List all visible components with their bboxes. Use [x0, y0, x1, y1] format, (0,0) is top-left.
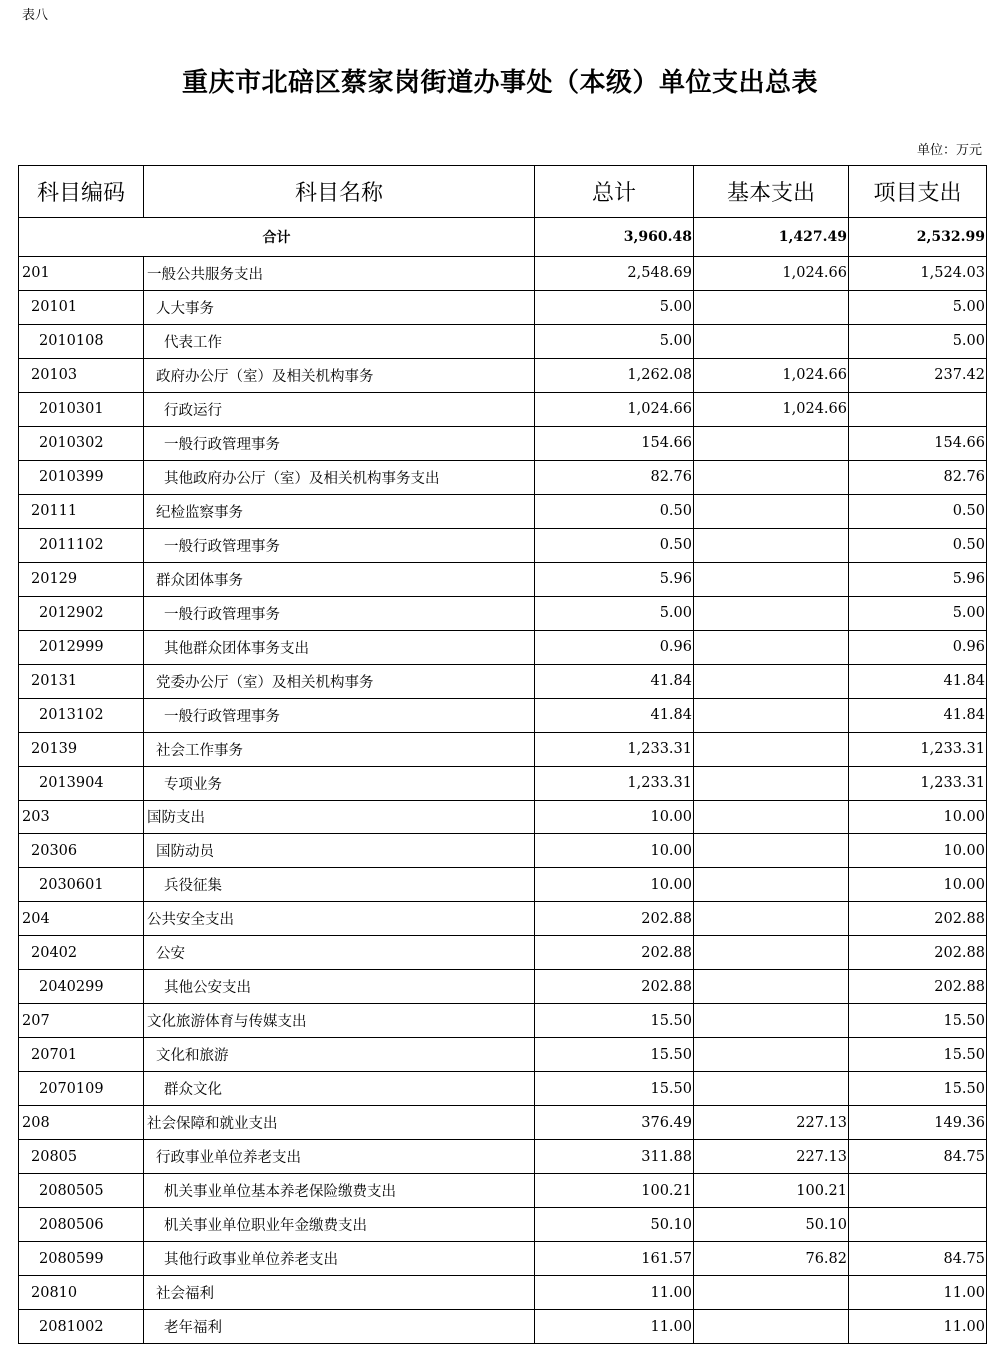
- row-name: 公共安全支出: [144, 902, 535, 936]
- row-total: 41.84: [535, 664, 694, 698]
- row-total: 1,024.66: [535, 392, 694, 426]
- row-basic: [694, 562, 849, 596]
- row-code: 2030601: [19, 868, 144, 902]
- table-row: [19, 562, 987, 596]
- row-code: 201: [19, 257, 144, 291]
- row-basic: [694, 290, 849, 324]
- row-basic: [694, 698, 849, 732]
- row-name: 其他行政事业单位养老支出: [144, 1242, 535, 1276]
- table-row: [19, 257, 987, 291]
- row-total: 10.00: [535, 868, 694, 902]
- expenditure-table: [18, 165, 987, 1344]
- table-row: [19, 732, 987, 766]
- row-total: 1,262.08: [535, 358, 694, 392]
- row-code: 20129: [19, 562, 144, 596]
- table-row: [19, 868, 987, 902]
- table-row: [19, 460, 987, 494]
- summary-project: 2,532.99: [849, 218, 987, 257]
- row-total: 311.88: [535, 1140, 694, 1174]
- row-basic: [694, 1038, 849, 1072]
- table-row: [19, 936, 987, 970]
- row-name: 社会保障和就业支出: [144, 1106, 535, 1140]
- row-name: 兵役征集: [144, 868, 535, 902]
- row-project: 11.00: [849, 1276, 987, 1310]
- row-name: 党委办公厅（室）及相关机构事务: [144, 664, 535, 698]
- table-row: [19, 392, 987, 426]
- header-basic: 基本支出: [694, 166, 849, 218]
- table-row: [19, 1140, 987, 1174]
- row-total: 376.49: [535, 1106, 694, 1140]
- row-basic: [694, 970, 849, 1004]
- row-project: 10.00: [849, 834, 987, 868]
- row-project: 0.50: [849, 494, 987, 528]
- row-code: 20101: [19, 290, 144, 324]
- row-name: 国防动员: [144, 834, 535, 868]
- row-name: 国防支出: [144, 800, 535, 834]
- table-row: [19, 1174, 987, 1208]
- row-basic: [694, 494, 849, 528]
- row-project: [849, 1174, 987, 1208]
- row-basic: [694, 596, 849, 630]
- row-project: 82.76: [849, 460, 987, 494]
- row-project: 10.00: [849, 800, 987, 834]
- row-total: 5.00: [535, 596, 694, 630]
- row-name: 文化和旅游: [144, 1038, 535, 1072]
- row-total: 41.84: [535, 698, 694, 732]
- row-project: 5.96: [849, 562, 987, 596]
- row-code: 2070109: [19, 1072, 144, 1106]
- summary-row: [19, 218, 987, 257]
- row-basic: [694, 868, 849, 902]
- row-basic: [694, 1310, 849, 1344]
- table-row: [19, 324, 987, 358]
- row-code: 20306: [19, 834, 144, 868]
- row-basic: [694, 732, 849, 766]
- row-total: 2,548.69: [535, 257, 694, 291]
- row-project: 202.88: [849, 970, 987, 1004]
- row-basic: 227.13: [694, 1140, 849, 1174]
- table-number-label: 表八: [22, 8, 49, 23]
- table-row: [19, 664, 987, 698]
- table-row: [19, 1276, 987, 1310]
- row-basic: [694, 936, 849, 970]
- row-total: 5.00: [535, 324, 694, 358]
- table-row: [19, 1072, 987, 1106]
- row-project: 0.96: [849, 630, 987, 664]
- header-total: 总计: [535, 166, 694, 218]
- row-basic: [694, 1004, 849, 1038]
- row-project: 15.50: [849, 1072, 987, 1106]
- row-code: 20402: [19, 936, 144, 970]
- row-code: 204: [19, 902, 144, 936]
- row-code: 203: [19, 800, 144, 834]
- row-name: 其他群众团体事务支出: [144, 630, 535, 664]
- row-code: 20111: [19, 494, 144, 528]
- row-code: 2013102: [19, 698, 144, 732]
- table-row: [19, 494, 987, 528]
- row-name: 机关事业单位职业年金缴费支出: [144, 1208, 535, 1242]
- row-total: 161.57: [535, 1242, 694, 1276]
- table-row: [19, 698, 987, 732]
- table-row: [19, 1242, 987, 1276]
- row-project: 1,233.31: [849, 766, 987, 800]
- row-code: 2080599: [19, 1242, 144, 1276]
- header-row: [19, 166, 987, 218]
- row-code: 20805: [19, 1140, 144, 1174]
- row-code: 2013904: [19, 766, 144, 800]
- table-row: [19, 1038, 987, 1072]
- row-basic: [694, 426, 849, 460]
- table-row: [19, 902, 987, 936]
- row-code: 20131: [19, 664, 144, 698]
- row-name: 政府办公厅（室）及相关机构事务: [144, 358, 535, 392]
- table-row: [19, 596, 987, 630]
- row-code: 2011102: [19, 528, 144, 562]
- row-total: 15.50: [535, 1004, 694, 1038]
- row-project: 41.84: [849, 664, 987, 698]
- row-total: 10.00: [535, 834, 694, 868]
- row-basic: 227.13: [694, 1106, 849, 1140]
- row-project: 10.00: [849, 868, 987, 902]
- row-name: 社会工作事务: [144, 732, 535, 766]
- row-project: 0.50: [849, 528, 987, 562]
- header-project: 项目支出: [849, 166, 987, 218]
- summary-label: 合计: [19, 218, 535, 257]
- row-name: 代表工作: [144, 324, 535, 358]
- header-name: 科目名称: [144, 166, 535, 218]
- row-name: 一般行政管理事务: [144, 426, 535, 460]
- table-row: [19, 800, 987, 834]
- row-project: 1,233.31: [849, 732, 987, 766]
- row-code: 2081002: [19, 1310, 144, 1344]
- header-code: 科目编码: [19, 166, 144, 218]
- row-total: 202.88: [535, 970, 694, 1004]
- row-code: 2010399: [19, 460, 144, 494]
- row-total: 0.96: [535, 630, 694, 664]
- row-total: 5.00: [535, 290, 694, 324]
- summary-basic: 1,427.49: [694, 218, 849, 257]
- row-project: 149.36: [849, 1106, 987, 1140]
- table-row: [19, 1310, 987, 1344]
- page-title: 重庆市北碚区蔡家岗街道办事处（本级）单位支出总表: [181, 68, 818, 98]
- summary-total: 3,960.48: [535, 218, 694, 257]
- row-name: 行政事业单位养老支出: [144, 1140, 535, 1174]
- row-project: 84.75: [849, 1140, 987, 1174]
- row-project: 202.88: [849, 936, 987, 970]
- row-project: [849, 392, 987, 426]
- row-basic: [694, 630, 849, 664]
- table-row: [19, 528, 987, 562]
- row-total: 202.88: [535, 936, 694, 970]
- row-name: 其他公安支出: [144, 970, 535, 1004]
- row-project: 5.00: [849, 596, 987, 630]
- row-code: 2010108: [19, 324, 144, 358]
- row-project: 11.00: [849, 1310, 987, 1344]
- row-basic: 100.21: [694, 1174, 849, 1208]
- row-total: 11.00: [535, 1276, 694, 1310]
- table-row: [19, 970, 987, 1004]
- row-basic: 76.82: [694, 1242, 849, 1276]
- row-project: 84.75: [849, 1242, 987, 1276]
- row-total: 5.96: [535, 562, 694, 596]
- row-basic: [694, 1276, 849, 1310]
- row-code: 2080506: [19, 1208, 144, 1242]
- row-total: 100.21: [535, 1174, 694, 1208]
- row-name: 一般行政管理事务: [144, 698, 535, 732]
- row-total: 0.50: [535, 494, 694, 528]
- row-project: 15.50: [849, 1038, 987, 1072]
- row-name: 一般行政管理事务: [144, 596, 535, 630]
- row-project: 154.66: [849, 426, 987, 460]
- row-project: [849, 1208, 987, 1242]
- row-total: 15.50: [535, 1072, 694, 1106]
- row-code: 2010301: [19, 392, 144, 426]
- row-code: 208: [19, 1106, 144, 1140]
- row-basic: 1,024.66: [694, 358, 849, 392]
- row-name: 专项业务: [144, 766, 535, 800]
- row-code: 2012999: [19, 630, 144, 664]
- row-basic: [694, 528, 849, 562]
- row-total: 82.76: [535, 460, 694, 494]
- table-row: [19, 426, 987, 460]
- table-row: [19, 1208, 987, 1242]
- row-name: 纪检监察事务: [144, 494, 535, 528]
- row-code: 2010302: [19, 426, 144, 460]
- row-total: 11.00: [535, 1310, 694, 1344]
- row-name: 群众团体事务: [144, 562, 535, 596]
- table-row: [19, 1004, 987, 1038]
- row-basic: [694, 1072, 849, 1106]
- row-name: 其他政府办公厅（室）及相关机构事务支出: [144, 460, 535, 494]
- row-basic: [694, 800, 849, 834]
- row-name: 公安: [144, 936, 535, 970]
- row-code: 20701: [19, 1038, 144, 1072]
- row-name: 文化旅游体育与传媒支出: [144, 1004, 535, 1038]
- row-basic: [694, 324, 849, 358]
- row-name: 一般公共服务支出: [144, 257, 535, 291]
- row-total: 50.10: [535, 1208, 694, 1242]
- row-project: 202.88: [849, 902, 987, 936]
- row-total: 10.00: [535, 800, 694, 834]
- row-name: 行政运行: [144, 392, 535, 426]
- row-code: 2080505: [19, 1174, 144, 1208]
- row-name: 社会福利: [144, 1276, 535, 1310]
- row-code: 20103: [19, 358, 144, 392]
- row-name: 机关事业单位基本养老保险缴费支出: [144, 1174, 535, 1208]
- table-row: [19, 1106, 987, 1140]
- row-basic: [694, 902, 849, 936]
- row-total: 15.50: [535, 1038, 694, 1072]
- row-project: 41.84: [849, 698, 987, 732]
- row-basic: [694, 664, 849, 698]
- row-code: 20810: [19, 1276, 144, 1310]
- row-code: 20139: [19, 732, 144, 766]
- row-name: 一般行政管理事务: [144, 528, 535, 562]
- row-basic: 1,024.66: [694, 257, 849, 291]
- row-total: 154.66: [535, 426, 694, 460]
- table-row: [19, 358, 987, 392]
- row-name: 人大事务: [144, 290, 535, 324]
- row-project: 5.00: [849, 324, 987, 358]
- table-row: [19, 630, 987, 664]
- row-total: 1,233.31: [535, 732, 694, 766]
- row-name: 群众文化: [144, 1072, 535, 1106]
- row-project: 5.00: [849, 290, 987, 324]
- unit-label: 单位：万元: [916, 143, 982, 158]
- table-row: [19, 290, 987, 324]
- row-code: 2040299: [19, 970, 144, 1004]
- row-basic: 1,024.66: [694, 392, 849, 426]
- row-basic: [694, 766, 849, 800]
- row-total: 1,233.31: [535, 766, 694, 800]
- row-project: 237.42: [849, 358, 987, 392]
- row-name: 老年福利: [144, 1310, 535, 1344]
- table-row: [19, 834, 987, 868]
- row-total: 0.50: [535, 528, 694, 562]
- row-basic: 50.10: [694, 1208, 849, 1242]
- row-code: 2012902: [19, 596, 144, 630]
- row-basic: [694, 460, 849, 494]
- row-project: 1,524.03: [849, 257, 987, 291]
- row-code: 207: [19, 1004, 144, 1038]
- table-row: [19, 766, 987, 800]
- row-basic: [694, 834, 849, 868]
- row-total: 202.88: [535, 902, 694, 936]
- row-project: 15.50: [849, 1004, 987, 1038]
